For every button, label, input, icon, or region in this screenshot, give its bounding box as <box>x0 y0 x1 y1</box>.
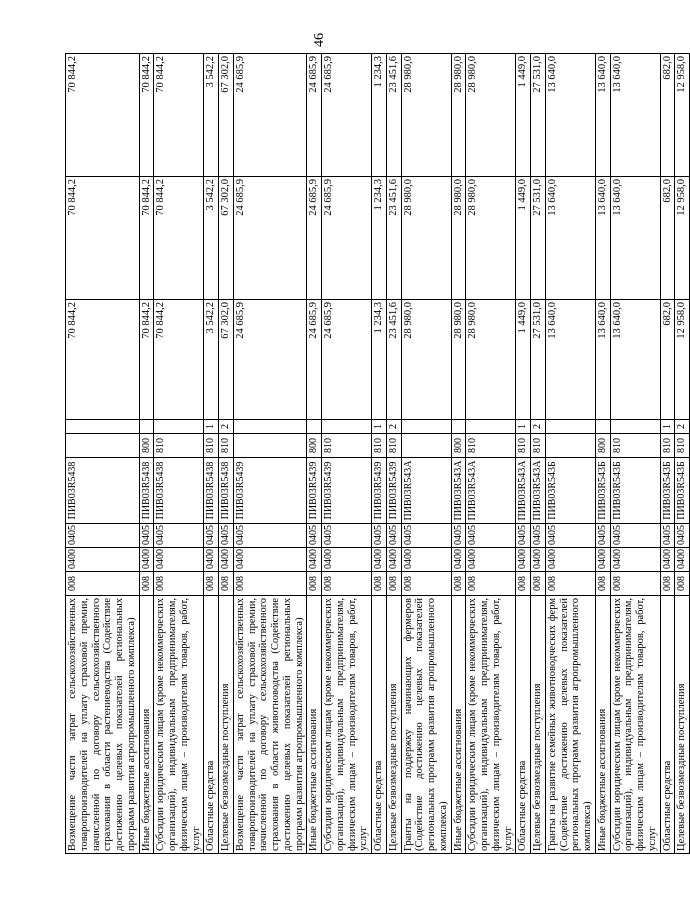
row-name-cell: Субсидии юридическим лицам (кроме некоммерческих организаций), индивидуальным предпринимателям, физическим лицам – производителям товаров, работ, услуг <box>154 596 204 854</box>
row-target-article-cell: ПИВ03R5439 <box>307 458 322 524</box>
row-name-cell: Областные средства <box>516 596 531 854</box>
row-section-code-cell: 0400 <box>660 548 675 572</box>
row-name-cell: Областные средства <box>372 596 387 854</box>
row-amount-year3-cell: 13 640,0 <box>545 54 595 177</box>
row-amount-year2-cell: 28 980,0 <box>466 177 516 300</box>
row-amount-year2-cell: 67 302,0 <box>219 177 234 300</box>
row-section-code-cell: 0400 <box>233 548 307 572</box>
row-target-article-cell: ПИВ03R543А <box>516 458 531 524</box>
row-amount-year1-cell: 70 844,2 <box>66 300 140 420</box>
row-amount-year3-cell: 70 844,2 <box>154 54 204 177</box>
row-amount-year2-cell: 13 640,0 <box>595 177 610 300</box>
row-amount-year1-cell: 27 531,0 <box>531 300 546 420</box>
row-target-article-cell: ПИВ03R5438 <box>139 458 154 524</box>
row-amount-year3-cell: 28 980,0 <box>451 54 466 177</box>
table-row <box>372 54 387 854</box>
row-section-code-cell: 0400 <box>219 548 234 572</box>
row-subsection-code-cell: 0405 <box>401 524 451 548</box>
row-target-article-cell: ПИВ03R543Б <box>595 458 610 524</box>
row-name-cell: Иные бюджетные ассигнования <box>307 596 322 854</box>
row-amount-year1-cell: 3 542,2 <box>204 300 219 420</box>
row-target-article-cell: ПИВ03R543А <box>401 458 451 524</box>
row-section-code-cell: 0400 <box>531 548 546 572</box>
row-subsection-code-cell: 0405 <box>516 524 531 548</box>
row-extra-code-cell: 2 <box>386 420 401 434</box>
row-amount-year1-cell: 682,0 <box>660 300 675 420</box>
row-subsection-code-cell: 0405 <box>545 524 595 548</box>
row-extra-code-cell <box>322 420 372 434</box>
row-subsection-code-cell: 0405 <box>675 524 690 548</box>
row-amount-year2-cell: 70 844,2 <box>154 177 204 300</box>
table-row <box>139 54 154 854</box>
row-section-code-cell: 0400 <box>545 548 595 572</box>
rotated-page-content <box>65 54 688 854</box>
row-amount-year1-cell: 13 640,0 <box>545 300 595 420</box>
row-amount-year3-cell: 13 640,0 <box>595 54 610 177</box>
row-name-cell: Иные бюджетные ассигнования <box>595 596 610 854</box>
row-subsection-code-cell: 0405 <box>219 524 234 548</box>
row-extra-code-cell <box>401 420 451 434</box>
row-amount-year3-cell: 24 685,9 <box>322 54 372 177</box>
row-ministry-code-cell: 008 <box>386 572 401 596</box>
row-ministry-code-cell: 008 <box>219 572 234 596</box>
row-ministry-code-cell: 008 <box>139 572 154 596</box>
row-ministry-code-cell: 008 <box>204 572 219 596</box>
row-amount-year3-cell: 1 449,0 <box>516 54 531 177</box>
row-amount-year1-cell: 13 640,0 <box>595 300 610 420</box>
row-amount-year3-cell: 70 844,2 <box>139 54 154 177</box>
row-extra-code-cell: 1 <box>204 420 219 434</box>
row-extra-code-cell <box>154 420 204 434</box>
row-extra-code-cell: 2 <box>531 420 546 434</box>
row-name-cell: Гранты на поддержку начинающих фермеров (Содействие достижению целевых показателей региональных программ развития агропромышленного комплекса) <box>401 596 451 854</box>
row-target-article-cell: ПИВ03R5439 <box>372 458 387 524</box>
row-name-cell: Субсидии юридическим лицам (кроме некоммерческих организаций), индивидуальным предпринимателям, физическим лицам – производителям товаров, работ, услуг <box>322 596 372 854</box>
row-amount-year2-cell: 28 980,0 <box>451 177 466 300</box>
row-subsection-code-cell: 0405 <box>154 524 204 548</box>
row-section-code-cell: 0400 <box>307 548 322 572</box>
row-expense-type-cell: 810 <box>675 434 690 458</box>
row-expense-type-cell: 810 <box>610 434 660 458</box>
row-amount-year1-cell: 70 844,2 <box>139 300 154 420</box>
row-target-article-cell: ПИВ03R5439 <box>233 458 307 524</box>
row-extra-code-cell: 1 <box>660 420 675 434</box>
row-name-cell: Целевые безвозмездные поступления <box>219 596 234 854</box>
table-body <box>66 54 690 854</box>
table-row <box>204 54 219 854</box>
row-amount-year2-cell: 13 640,0 <box>545 177 595 300</box>
row-amount-year2-cell: 12 958,0 <box>675 177 690 300</box>
row-amount-year3-cell: 70 844,2 <box>66 54 140 177</box>
row-ministry-code-cell: 008 <box>401 572 451 596</box>
row-ministry-code-cell: 008 <box>451 572 466 596</box>
row-target-article-cell: ПИВ03R543А <box>531 458 546 524</box>
table-row <box>219 54 234 854</box>
row-extra-code-cell <box>66 420 140 434</box>
row-name-cell: Иные бюджетные ассигнования <box>451 596 466 854</box>
row-section-code-cell: 0400 <box>386 548 401 572</box>
row-amount-year1-cell: 24 685,9 <box>322 300 372 420</box>
row-ministry-code-cell: 008 <box>610 572 660 596</box>
row-section-code-cell: 0400 <box>322 548 372 572</box>
row-subsection-code-cell: 0405 <box>372 524 387 548</box>
table-row <box>401 54 451 854</box>
row-target-article-cell: ПИВ03R543Б <box>545 458 595 524</box>
row-target-article-cell: ПИВ03R543Б <box>675 458 690 524</box>
row-ministry-code-cell: 008 <box>233 572 307 596</box>
row-extra-code-cell <box>466 420 516 434</box>
row-ministry-code-cell: 008 <box>516 572 531 596</box>
row-name-cell: Субсидии юридическим лицам (кроме некоммерческих организаций), индивидуальным предпринимателям, физическим лицам – производителям товаров, работ, услуг <box>610 596 660 854</box>
row-target-article-cell: ПИВ03R543Б <box>660 458 675 524</box>
row-expense-type-cell <box>545 434 595 458</box>
row-expense-type-cell <box>401 434 451 458</box>
table-row <box>516 54 531 854</box>
row-name-cell: Гранты на развитие семейных животноводческих ферм (Содействие достижению целевых показателей региональных программ развития агропромышленного комплекса) <box>545 596 595 854</box>
row-ministry-code-cell: 008 <box>372 572 387 596</box>
row-section-code-cell: 0400 <box>154 548 204 572</box>
row-subsection-code-cell: 0405 <box>451 524 466 548</box>
row-section-code-cell: 0400 <box>675 548 690 572</box>
row-amount-year2-cell: 28 980,0 <box>401 177 451 300</box>
row-expense-type-cell: 810 <box>322 434 372 458</box>
row-subsection-code-cell: 0405 <box>66 524 140 548</box>
row-amount-year2-cell: 27 531,0 <box>531 177 546 300</box>
table-row <box>451 54 466 854</box>
row-amount-year1-cell: 13 640,0 <box>610 300 660 420</box>
row-target-article-cell: ПИВ03R5438 <box>204 458 219 524</box>
row-extra-code-cell <box>545 420 595 434</box>
row-expense-type-cell: 810 <box>516 434 531 458</box>
row-extra-code-cell <box>139 420 154 434</box>
row-amount-year1-cell: 12 958,0 <box>675 300 690 420</box>
row-amount-year2-cell: 3 542,2 <box>204 177 219 300</box>
row-amount-year3-cell: 28 980,0 <box>401 54 451 177</box>
row-amount-year3-cell: 27 531,0 <box>531 54 546 177</box>
row-amount-year2-cell: 23 451,6 <box>386 177 401 300</box>
row-name-cell: Иные бюджетные ассигнования <box>139 596 154 854</box>
row-expense-type-cell: 810 <box>660 434 675 458</box>
row-name-cell: Возмещение части затрат сельскохозяйственных товаропроизводителей на уплату страховой премии, начисленной по договору сельскохозяйственного страхования в области растениеводства (Содействие достижению целевых показателей региональных программ развития агропромышленного комплекса) <box>66 596 140 854</box>
row-target-article-cell: ПИВ03R5438 <box>154 458 204 524</box>
table-row <box>545 54 595 854</box>
table-row <box>322 54 372 854</box>
row-subsection-code-cell: 0405 <box>233 524 307 548</box>
row-expense-type-cell: 800 <box>307 434 322 458</box>
row-subsection-code-cell: 0405 <box>660 524 675 548</box>
row-subsection-code-cell: 0405 <box>531 524 546 548</box>
row-expense-type-cell: 810 <box>531 434 546 458</box>
row-subsection-code-cell: 0405 <box>466 524 516 548</box>
row-amount-year3-cell: 3 542,2 <box>204 54 219 177</box>
row-amount-year2-cell: 24 685,9 <box>322 177 372 300</box>
row-expense-type-cell <box>66 434 140 458</box>
row-name-cell: Возмещение части затрат сельскохозяйственных товаропроизводителей на уплату страховой премии, начисленной по договору сельскохозяйственного страхования в области животноводства (Содействие достижению целевых показателей региональных программ развития агропромышленного комплекса) <box>233 596 307 854</box>
row-ministry-code-cell: 008 <box>322 572 372 596</box>
row-amount-year1-cell: 24 685,9 <box>233 300 307 420</box>
row-extra-code-cell: 2 <box>675 420 690 434</box>
row-expense-type-cell: 810 <box>372 434 387 458</box>
row-target-article-cell: ПИВ03R543А <box>466 458 516 524</box>
row-target-article-cell: ПИВ03R543А <box>451 458 466 524</box>
row-amount-year1-cell: 23 451,6 <box>386 300 401 420</box>
row-name-cell: Целевые безвозмездные поступления <box>386 596 401 854</box>
row-expense-type-cell: 800 <box>451 434 466 458</box>
row-extra-code-cell <box>610 420 660 434</box>
row-amount-year1-cell: 67 302,0 <box>219 300 234 420</box>
row-name-cell: Целевые безвозмездные поступления <box>675 596 690 854</box>
row-amount-year3-cell: 23 451,6 <box>386 54 401 177</box>
row-name-cell: Субсидии юридическим лицам (кроме некоммерческих организаций), индивидуальным предпринимателям, физическим лицам – производителям товаров, работ, услуг <box>466 596 516 854</box>
row-amount-year2-cell: 13 640,0 <box>610 177 660 300</box>
row-target-article-cell: ПИВ03R543Б <box>610 458 660 524</box>
row-amount-year2-cell: 70 844,2 <box>139 177 154 300</box>
row-section-code-cell: 0400 <box>595 548 610 572</box>
row-amount-year3-cell: 682,0 <box>660 54 675 177</box>
row-amount-year3-cell: 12 958,0 <box>675 54 690 177</box>
row-amount-year1-cell: 1 234,3 <box>372 300 387 420</box>
row-section-code-cell: 0400 <box>139 548 154 572</box>
table-row <box>466 54 516 854</box>
budget-allocation-table <box>65 53 690 854</box>
row-amount-year1-cell: 1 449,0 <box>516 300 531 420</box>
row-section-code-cell: 0400 <box>372 548 387 572</box>
table-row <box>675 54 690 854</box>
row-ministry-code-cell: 008 <box>675 572 690 596</box>
row-extra-code-cell: 1 <box>516 420 531 434</box>
row-subsection-code-cell: 0405 <box>386 524 401 548</box>
row-amount-year3-cell: 1 234,3 <box>372 54 387 177</box>
row-section-code-cell: 0400 <box>466 548 516 572</box>
row-expense-type-cell: 810 <box>386 434 401 458</box>
row-amount-year1-cell: 70 844,2 <box>154 300 204 420</box>
row-amount-year2-cell: 24 685,9 <box>307 177 322 300</box>
row-name-cell: Областные средства <box>204 596 219 854</box>
row-expense-type-cell: 810 <box>219 434 234 458</box>
row-extra-code-cell <box>451 420 466 434</box>
row-amount-year1-cell: 28 980,0 <box>401 300 451 420</box>
row-amount-year3-cell: 67 302,0 <box>219 54 234 177</box>
row-extra-code-cell: 1 <box>372 420 387 434</box>
row-expense-type-cell: 810 <box>154 434 204 458</box>
row-subsection-code-cell: 0405 <box>204 524 219 548</box>
row-section-code-cell: 0400 <box>516 548 531 572</box>
row-expense-type-cell: 800 <box>139 434 154 458</box>
row-target-article-cell: ПИВ03R5439 <box>322 458 372 524</box>
row-section-code-cell: 0400 <box>451 548 466 572</box>
row-target-article-cell: ПИВ03R5439 <box>386 458 401 524</box>
row-name-cell: Целевые безвозмездные поступления <box>531 596 546 854</box>
row-section-code-cell: 0400 <box>66 548 140 572</box>
row-amount-year3-cell: 13 640,0 <box>610 54 660 177</box>
row-target-article-cell: ПИВ03R5438 <box>219 458 234 524</box>
table-row <box>610 54 660 854</box>
row-extra-code-cell <box>595 420 610 434</box>
row-amount-year2-cell: 682,0 <box>660 177 675 300</box>
row-extra-code-cell <box>233 420 307 434</box>
row-amount-year3-cell: 28 980,0 <box>466 54 516 177</box>
row-amount-year3-cell: 24 685,9 <box>307 54 322 177</box>
row-section-code-cell: 0400 <box>401 548 451 572</box>
row-subsection-code-cell: 0405 <box>610 524 660 548</box>
row-target-article-cell: ПИВ03R5438 <box>66 458 140 524</box>
row-ministry-code-cell: 008 <box>660 572 675 596</box>
row-expense-type-cell: 810 <box>466 434 516 458</box>
row-ministry-code-cell: 008 <box>466 572 516 596</box>
row-ministry-code-cell: 008 <box>154 572 204 596</box>
row-section-code-cell: 0400 <box>610 548 660 572</box>
row-ministry-code-cell: 008 <box>531 572 546 596</box>
row-amount-year1-cell: 24 685,9 <box>307 300 322 420</box>
table-row <box>233 54 307 854</box>
row-amount-year1-cell: 28 980,0 <box>466 300 516 420</box>
row-ministry-code-cell: 008 <box>307 572 322 596</box>
table-row <box>660 54 675 854</box>
page-number: 46 <box>312 33 327 47</box>
row-section-code-cell: 0400 <box>204 548 219 572</box>
row-expense-type-cell: 800 <box>595 434 610 458</box>
row-subsection-code-cell: 0405 <box>307 524 322 548</box>
row-ministry-code-cell: 008 <box>545 572 595 596</box>
row-amount-year1-cell: 28 980,0 <box>451 300 466 420</box>
row-extra-code-cell <box>307 420 322 434</box>
row-amount-year2-cell: 1 449,0 <box>516 177 531 300</box>
table-row <box>66 54 140 854</box>
row-subsection-code-cell: 0405 <box>595 524 610 548</box>
row-amount-year2-cell: 24 685,9 <box>233 177 307 300</box>
row-expense-type-cell <box>233 434 307 458</box>
row-ministry-code-cell: 008 <box>66 572 140 596</box>
table-row <box>531 54 546 854</box>
row-amount-year2-cell: 70 844,2 <box>66 177 140 300</box>
row-ministry-code-cell: 008 <box>595 572 610 596</box>
row-amount-year3-cell: 24 685,9 <box>233 54 307 177</box>
row-amount-year2-cell: 1 234,3 <box>372 177 387 300</box>
row-expense-type-cell: 810 <box>204 434 219 458</box>
table-row <box>154 54 204 854</box>
row-extra-code-cell: 2 <box>219 420 234 434</box>
row-subsection-code-cell: 0405 <box>139 524 154 548</box>
table-row <box>595 54 610 854</box>
row-name-cell: Областные средства <box>660 596 675 854</box>
table-row <box>307 54 322 854</box>
table-row <box>386 54 401 854</box>
row-subsection-code-cell: 0405 <box>322 524 372 548</box>
